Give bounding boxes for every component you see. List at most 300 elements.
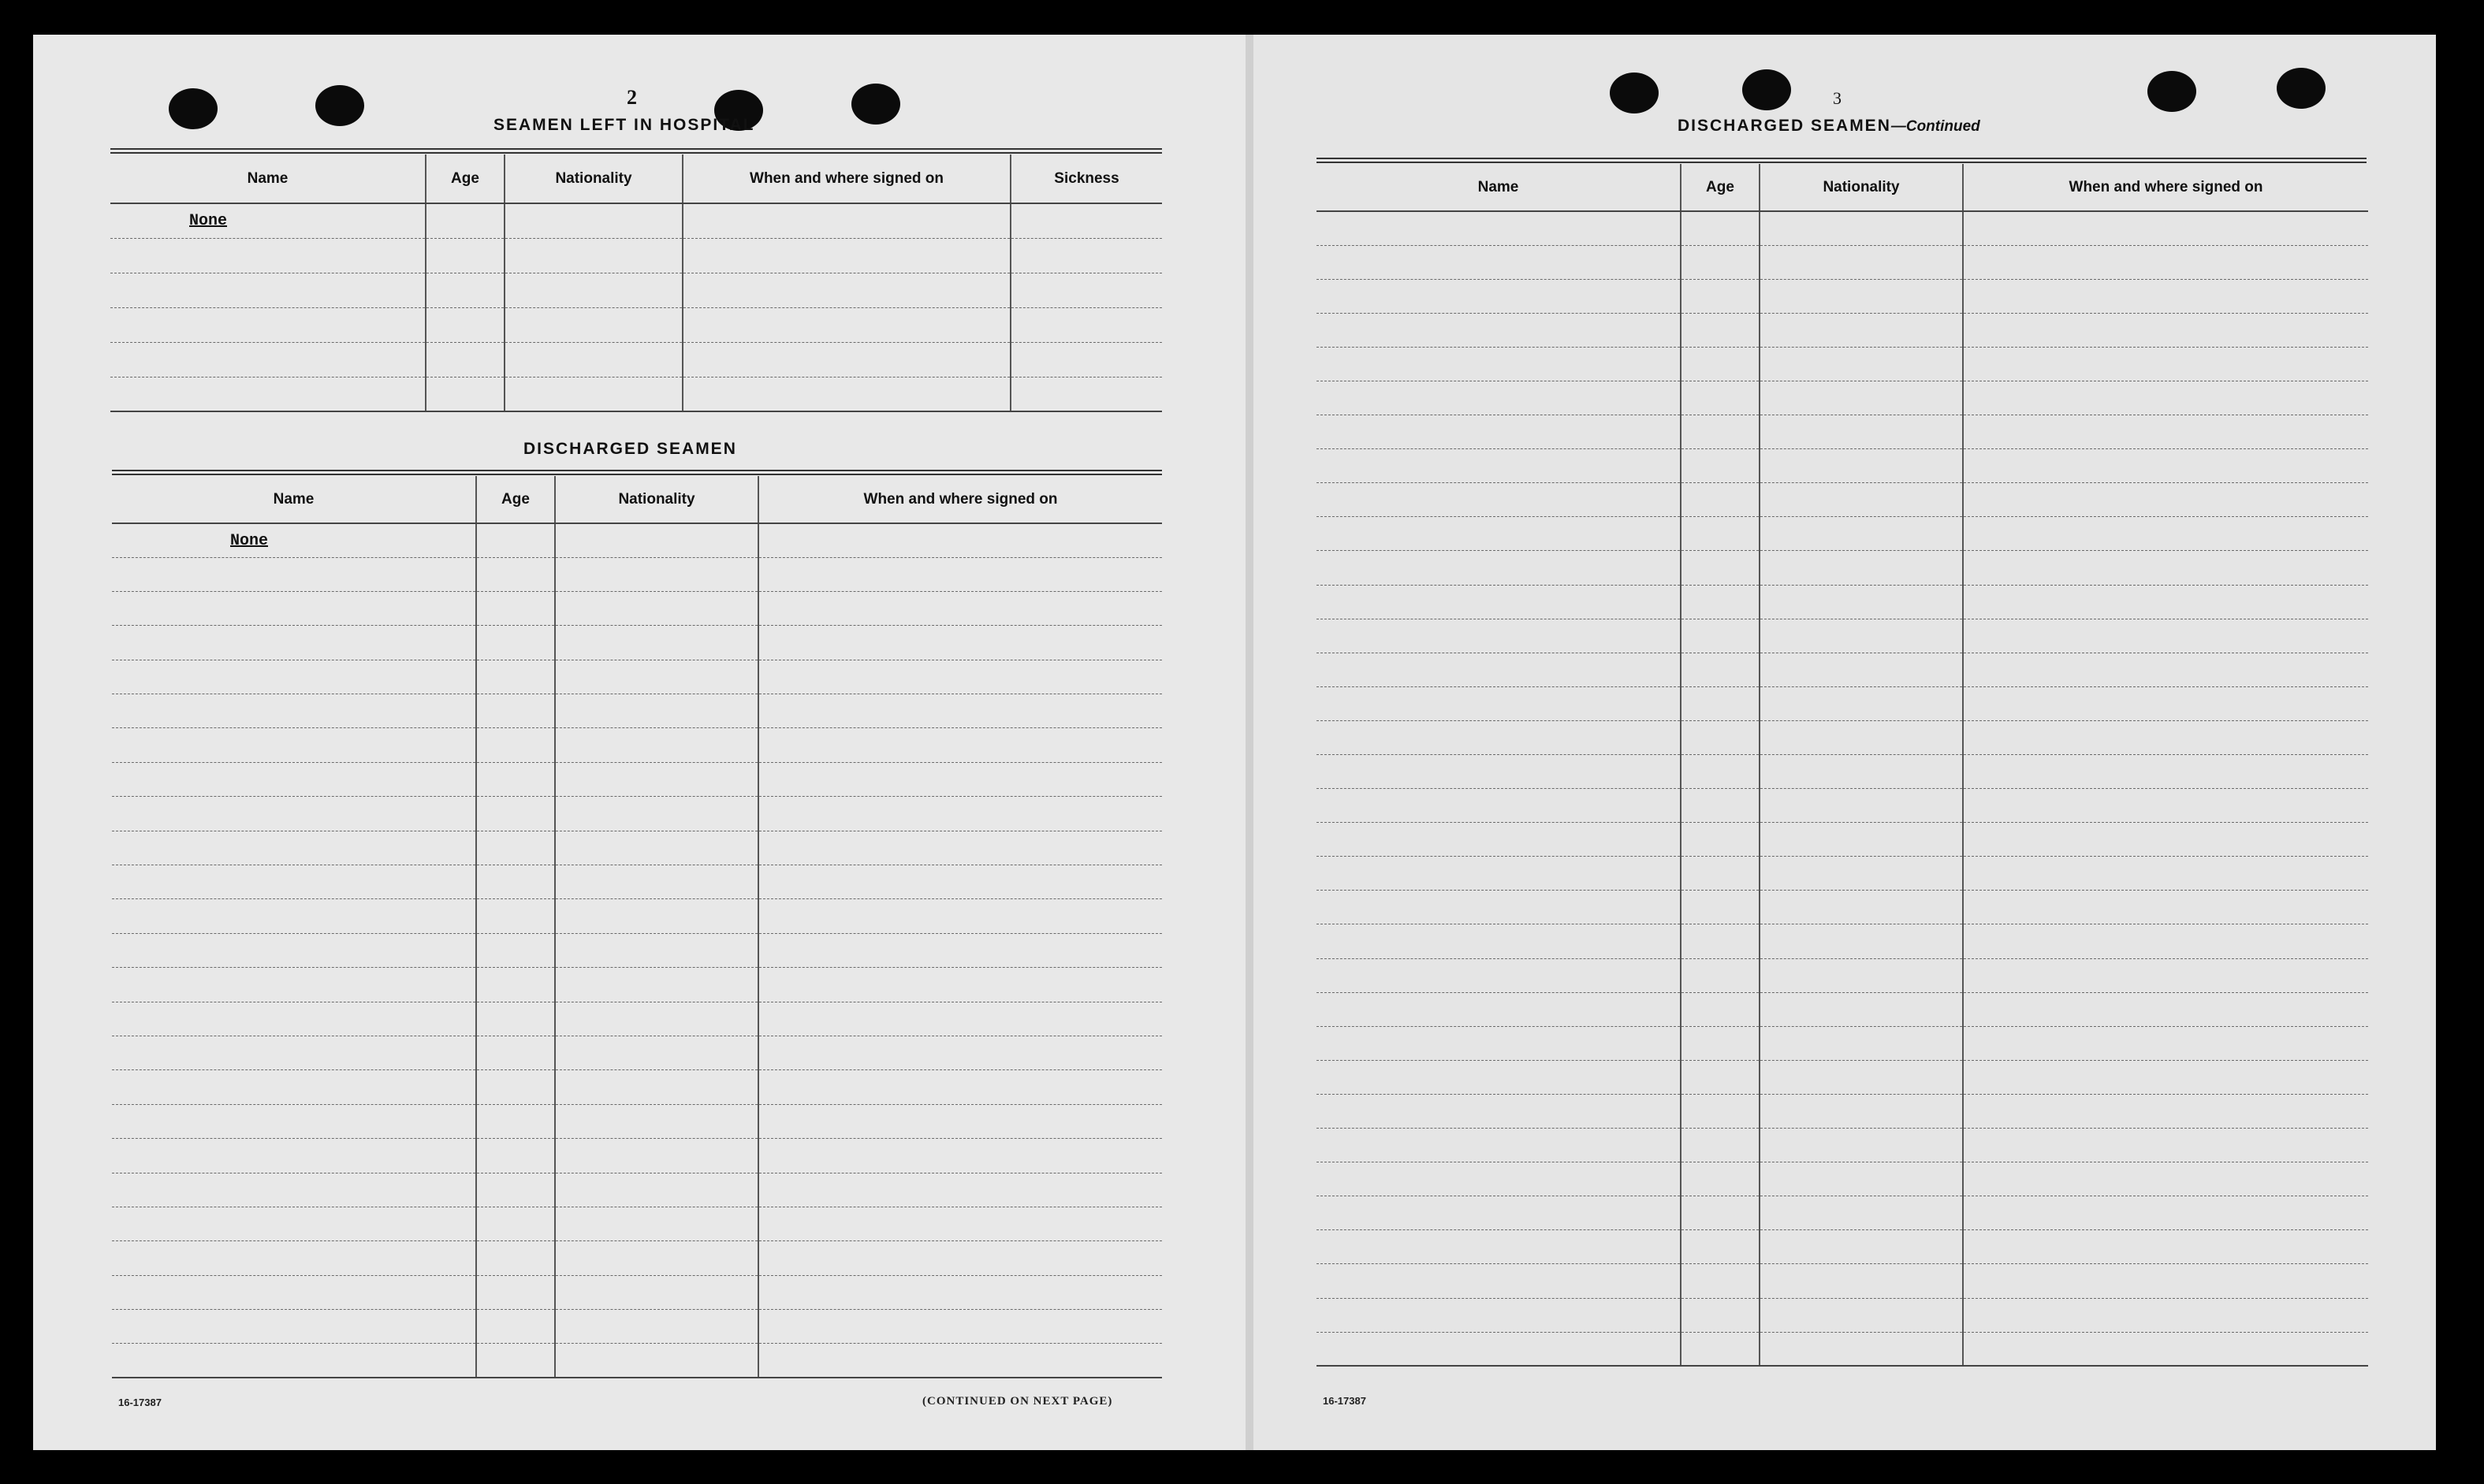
age-cell (1681, 1094, 1760, 1128)
right-page (1253, 35, 2436, 1450)
nationality-cell (555, 626, 758, 660)
table-row (1316, 585, 2368, 619)
name-cell (1316, 1060, 1681, 1094)
age-cell (476, 1139, 555, 1173)
signed-on-cell (1963, 279, 2368, 313)
age-cell (476, 933, 555, 967)
age-cell (476, 1344, 555, 1378)
signed-on-cell (758, 591, 1162, 625)
signed-on-cell (1963, 313, 2368, 347)
nationality-cell (1760, 789, 1963, 823)
table-row (1316, 857, 2368, 891)
name-cell (1316, 211, 1681, 245)
sickness-cell (1011, 307, 1162, 342)
name-cell (112, 865, 476, 899)
nationality-cell (1760, 720, 1963, 754)
age-cell (1681, 347, 1760, 381)
column-header-signed-on: When and where signed on (683, 154, 1011, 203)
name-cell (1316, 449, 1681, 483)
section-title-discharged: DISCHARGED SEAMEN (523, 440, 737, 458)
name-cell (1316, 789, 1681, 823)
age-cell (1681, 245, 1760, 279)
name-cell (1316, 1094, 1681, 1128)
signed-on-cell (1963, 1129, 2368, 1162)
sickness-cell (1011, 273, 1162, 307)
signed-on-cell (758, 1207, 1162, 1240)
column-header-nationality: Nationality (505, 154, 683, 203)
table-row (112, 1173, 1162, 1207)
name-cell (1316, 823, 1681, 857)
name-cell (112, 831, 476, 865)
nationality-cell (555, 831, 758, 865)
table-row (112, 1275, 1162, 1309)
table-row (1316, 381, 2368, 415)
nationality-cell (1760, 1332, 1963, 1366)
table-row (112, 1104, 1162, 1138)
signed-on-cell (1963, 1264, 2368, 1298)
age-cell (1681, 211, 1760, 245)
signed-on-cell (758, 1173, 1162, 1207)
signed-on-cell (1963, 653, 2368, 686)
age-cell (476, 1104, 555, 1138)
age-cell (1681, 1060, 1760, 1094)
nationality-cell (1760, 1060, 1963, 1094)
nationality-cell (1760, 1230, 1963, 1264)
signed-on-cell (1963, 245, 2368, 279)
table-row (110, 307, 1162, 342)
name-cell (1316, 551, 1681, 585)
name-cell (1316, 1129, 1681, 1162)
nationality-cell (1760, 924, 1963, 958)
name-cell (112, 1207, 476, 1240)
table-row (1316, 1060, 2368, 1094)
signed-on-cell (758, 523, 1162, 557)
table-row (1316, 755, 2368, 789)
column-header-name: Name (110, 154, 426, 203)
signed-on-cell (683, 342, 1011, 377)
name-cell (1316, 517, 1681, 551)
age-cell (1681, 551, 1760, 585)
signed-on-cell (758, 1241, 1162, 1275)
nationality-cell (1760, 585, 1963, 619)
signed-on-cell (758, 831, 1162, 865)
table-row (1316, 1196, 2368, 1230)
table-row (1316, 789, 2368, 823)
table-row (1316, 211, 2368, 245)
age-cell (476, 1310, 555, 1344)
signed-on-cell (758, 557, 1162, 591)
nationality-cell (1760, 857, 1963, 891)
age-cell (476, 1241, 555, 1275)
table-row (112, 694, 1162, 728)
table-row (110, 377, 1162, 411)
age-cell (1681, 1332, 1760, 1366)
signed-on-cell (1963, 211, 2368, 245)
table-row (1316, 517, 2368, 551)
nationality-cell (555, 591, 758, 625)
name-cell (1316, 585, 1681, 619)
nationality-cell (555, 1139, 758, 1173)
table-row (112, 899, 1162, 933)
column-header-age: Age (476, 476, 555, 523)
nationality-cell (555, 694, 758, 728)
nationality-cell (1760, 517, 1963, 551)
table-row (112, 1036, 1162, 1069)
double-rule (1316, 158, 2367, 163)
table-row (112, 797, 1162, 831)
signed-on-cell (758, 1036, 1162, 1069)
nationality-cell (555, 1207, 758, 1240)
name-cell (112, 694, 476, 728)
nationality-cell (505, 377, 683, 411)
sickness-cell (1011, 238, 1162, 273)
punch-hole (2147, 71, 2196, 112)
signed-on-cell (1963, 891, 2368, 924)
nationality-cell (1760, 958, 1963, 992)
signed-on-cell (1963, 415, 2368, 449)
signed-on-cell (1963, 1196, 2368, 1230)
nationality-cell (1760, 1196, 1963, 1230)
name-cell (112, 797, 476, 831)
age-cell (1681, 619, 1760, 653)
name-cell (1316, 483, 1681, 517)
name-cell (112, 1002, 476, 1036)
name-cell (1316, 415, 1681, 449)
punch-hole (2277, 68, 2326, 109)
nationality-cell (1760, 1298, 1963, 1332)
table-row (110, 342, 1162, 377)
table-row (112, 933, 1162, 967)
nationality-cell (555, 1310, 758, 1344)
nationality-cell (1760, 1129, 1963, 1162)
name-cell (112, 1310, 476, 1344)
age-cell (1681, 686, 1760, 720)
signed-on-cell (683, 203, 1011, 238)
name-cell (112, 899, 476, 933)
age-cell (1681, 381, 1760, 415)
age-cell (426, 377, 505, 411)
page-number: 3 (1833, 88, 1842, 108)
age-cell (1681, 891, 1760, 924)
nationality-cell (505, 307, 683, 342)
name-cell (110, 342, 426, 377)
nationality-cell (1760, 381, 1963, 415)
name-cell (112, 762, 476, 796)
age-cell (476, 728, 555, 762)
signed-on-cell (758, 1275, 1162, 1309)
age-cell (476, 523, 555, 557)
nationality-cell (1760, 686, 1963, 720)
section-title-text: DISCHARGED SEAMEN (1678, 117, 1891, 135)
age-cell (1681, 585, 1760, 619)
age-cell (1681, 924, 1760, 958)
nationality-cell (1760, 1094, 1963, 1128)
signed-on-cell (758, 1344, 1162, 1378)
name-cell (1316, 653, 1681, 686)
column-header-nationality: Nationality (555, 476, 758, 523)
signed-on-cell (1963, 789, 2368, 823)
signed-on-cell (758, 660, 1162, 694)
column-header-age: Age (1681, 164, 1760, 211)
nationality-cell (1760, 992, 1963, 1026)
nationality-cell (1760, 891, 1963, 924)
age-cell (1681, 1230, 1760, 1264)
nationality-cell (555, 1070, 758, 1104)
table-row (1316, 1026, 2368, 1060)
signed-on-cell (1963, 381, 2368, 415)
column-header-signed-on: When and where signed on (758, 476, 1162, 523)
age-cell (426, 307, 505, 342)
name-cell (1316, 857, 1681, 891)
age-cell (476, 1275, 555, 1309)
nationality-cell (555, 557, 758, 591)
name-cell (1316, 279, 1681, 313)
nationality-cell (505, 238, 683, 273)
name-cell (110, 307, 426, 342)
table-row (1316, 1332, 2368, 1366)
nationality-cell (1760, 347, 1963, 381)
nationality-cell (555, 1104, 758, 1138)
nationality-cell (1760, 211, 1963, 245)
signed-on-cell (683, 377, 1011, 411)
age-cell (1681, 313, 1760, 347)
signed-on-cell (1963, 1162, 2368, 1196)
name-cell (112, 626, 476, 660)
signed-on-cell (758, 694, 1162, 728)
name-cell (112, 1070, 476, 1104)
nationality-cell (505, 342, 683, 377)
age-cell (1681, 1196, 1760, 1230)
nationality-cell (1760, 1264, 1963, 1298)
column-header-age: Age (426, 154, 505, 203)
nationality-cell (1760, 313, 1963, 347)
signed-on-cell (1963, 720, 2368, 754)
table-row (112, 1002, 1162, 1036)
table-row (112, 1207, 1162, 1240)
age-cell (1681, 755, 1760, 789)
name-cell (110, 273, 426, 307)
table-row (1316, 823, 2368, 857)
table-row (112, 968, 1162, 1002)
name-cell (112, 1104, 476, 1138)
signed-on-cell (758, 1139, 1162, 1173)
signed-on-cell (758, 1002, 1162, 1036)
age-cell (476, 1173, 555, 1207)
punch-hole (851, 84, 900, 125)
age-cell (476, 831, 555, 865)
age-cell (1681, 1129, 1760, 1162)
name-cell (1316, 619, 1681, 653)
signed-on-cell (758, 797, 1162, 831)
signed-on-cell (683, 238, 1011, 273)
nationality-cell (1760, 755, 1963, 789)
table-row (1316, 279, 2368, 313)
table-row (112, 660, 1162, 694)
nationality-cell (1760, 619, 1963, 653)
signed-on-cell (758, 1104, 1162, 1138)
name-cell (112, 1036, 476, 1069)
table-row (1316, 347, 2368, 381)
name-cell (1316, 347, 1681, 381)
section-title-discharged-continued (1678, 117, 1980, 136)
table-row (1316, 449, 2368, 483)
left-page (33, 35, 1246, 1450)
table-row (1316, 1264, 2368, 1298)
signed-on-cell (1963, 992, 2368, 1026)
signed-on-cell (1963, 347, 2368, 381)
nationality-cell (555, 1344, 758, 1378)
table-row (1316, 483, 2368, 517)
name-cell (1316, 891, 1681, 924)
table-row (1316, 551, 2368, 585)
age-cell (476, 968, 555, 1002)
table-row (1316, 1162, 2368, 1196)
punch-hole (1610, 73, 1659, 113)
continued-suffix: —Continued (1890, 118, 1980, 135)
page-number: 2 (627, 86, 637, 109)
name-cell (112, 968, 476, 1002)
table-row (1316, 1298, 2368, 1332)
column-header-name: Name (112, 476, 476, 523)
name-cell (112, 660, 476, 694)
table-row (1316, 891, 2368, 924)
nationality-cell (555, 1241, 758, 1275)
nationality-cell (1760, 483, 1963, 517)
nationality-cell (555, 797, 758, 831)
signed-on-cell (1963, 924, 2368, 958)
name-cell (112, 933, 476, 967)
name-cell (110, 238, 426, 273)
age-cell (1681, 517, 1760, 551)
name-cell (1316, 924, 1681, 958)
age-cell (426, 238, 505, 273)
age-cell (1681, 1026, 1760, 1060)
name-cell (1316, 1196, 1681, 1230)
table-row (112, 728, 1162, 762)
nationality-cell (555, 1036, 758, 1069)
table-row (110, 203, 1162, 238)
signed-on-cell (1963, 686, 2368, 720)
name-cell (110, 377, 426, 411)
nationality-cell (1760, 1026, 1963, 1060)
age-cell (476, 591, 555, 625)
table-row (1316, 924, 2368, 958)
signed-on-cell (683, 307, 1011, 342)
signed-on-cell (1963, 619, 2368, 653)
name-cell (1316, 245, 1681, 279)
name-cell (112, 557, 476, 591)
age-cell (426, 273, 505, 307)
signed-on-cell (1963, 823, 2368, 857)
age-cell (476, 626, 555, 660)
signed-on-cell (1963, 1298, 2368, 1332)
name-cell (1316, 686, 1681, 720)
nationality-cell (1760, 279, 1963, 313)
signed-on-cell (758, 762, 1162, 796)
table-row (1316, 313, 2368, 347)
signed-on-cell (1963, 958, 2368, 992)
name-cell (1316, 1332, 1681, 1366)
name-cell (110, 203, 426, 238)
signed-on-cell (758, 626, 1162, 660)
table-row (1316, 686, 2368, 720)
nationality-cell (1760, 1162, 1963, 1196)
age-cell (476, 1070, 555, 1104)
hospital-table (110, 154, 1162, 412)
table-row (112, 1070, 1162, 1104)
continued-note: (CONTINUED ON NEXT PAGE) (922, 1395, 1113, 1408)
age-cell (1681, 1298, 1760, 1332)
age-cell (476, 557, 555, 591)
table-row (112, 591, 1162, 625)
age-cell (1681, 483, 1760, 517)
age-cell (426, 342, 505, 377)
form-number: 16-17387 (118, 1397, 162, 1408)
table-row (112, 865, 1162, 899)
age-cell (1681, 720, 1760, 754)
table-row (112, 1310, 1162, 1344)
signed-on-cell (1963, 1026, 2368, 1060)
name-cell (1316, 755, 1681, 789)
age-cell (1681, 449, 1760, 483)
table-row (112, 626, 1162, 660)
nationality-cell (555, 1002, 758, 1036)
signed-on-cell (683, 273, 1011, 307)
signed-on-cell (1963, 1332, 2368, 1366)
signed-on-cell (758, 728, 1162, 762)
name-cell (1316, 958, 1681, 992)
signed-on-cell (1963, 585, 2368, 619)
age-cell (476, 694, 555, 728)
table-row (1316, 653, 2368, 686)
column-header-sickness: Sickness (1011, 154, 1162, 203)
punch-hole (315, 85, 364, 126)
table-row (1316, 1129, 2368, 1162)
table-row (1316, 415, 2368, 449)
nationality-cell (555, 865, 758, 899)
name-cell (112, 1241, 476, 1275)
punch-hole (169, 88, 218, 129)
age-cell (1681, 1162, 1760, 1196)
table-row (112, 831, 1162, 865)
table-row (1316, 958, 2368, 992)
table-row (1316, 1230, 2368, 1264)
signed-on-cell (1963, 483, 2368, 517)
nationality-cell (505, 273, 683, 307)
signed-on-cell (1963, 517, 2368, 551)
age-cell (1681, 1264, 1760, 1298)
name-cell (112, 1173, 476, 1207)
name-cell (1316, 992, 1681, 1026)
nationality-cell (505, 203, 683, 238)
age-cell (1681, 992, 1760, 1026)
discharged-continued-table (1316, 164, 2368, 1367)
name-cell (1316, 1298, 1681, 1332)
name-cell (112, 1275, 476, 1309)
double-rule (110, 148, 1162, 154)
table-row (1316, 245, 2368, 279)
age-cell (1681, 857, 1760, 891)
age-cell (1681, 958, 1760, 992)
signed-on-cell (758, 968, 1162, 1002)
signed-on-cell (758, 899, 1162, 933)
sickness-cell (1011, 377, 1162, 411)
signed-on-cell (758, 933, 1162, 967)
signed-on-cell (1963, 1060, 2368, 1094)
name-entry: None (230, 531, 269, 550)
age-cell (476, 1002, 555, 1036)
form-number: 16-17387 (1323, 1395, 1366, 1407)
